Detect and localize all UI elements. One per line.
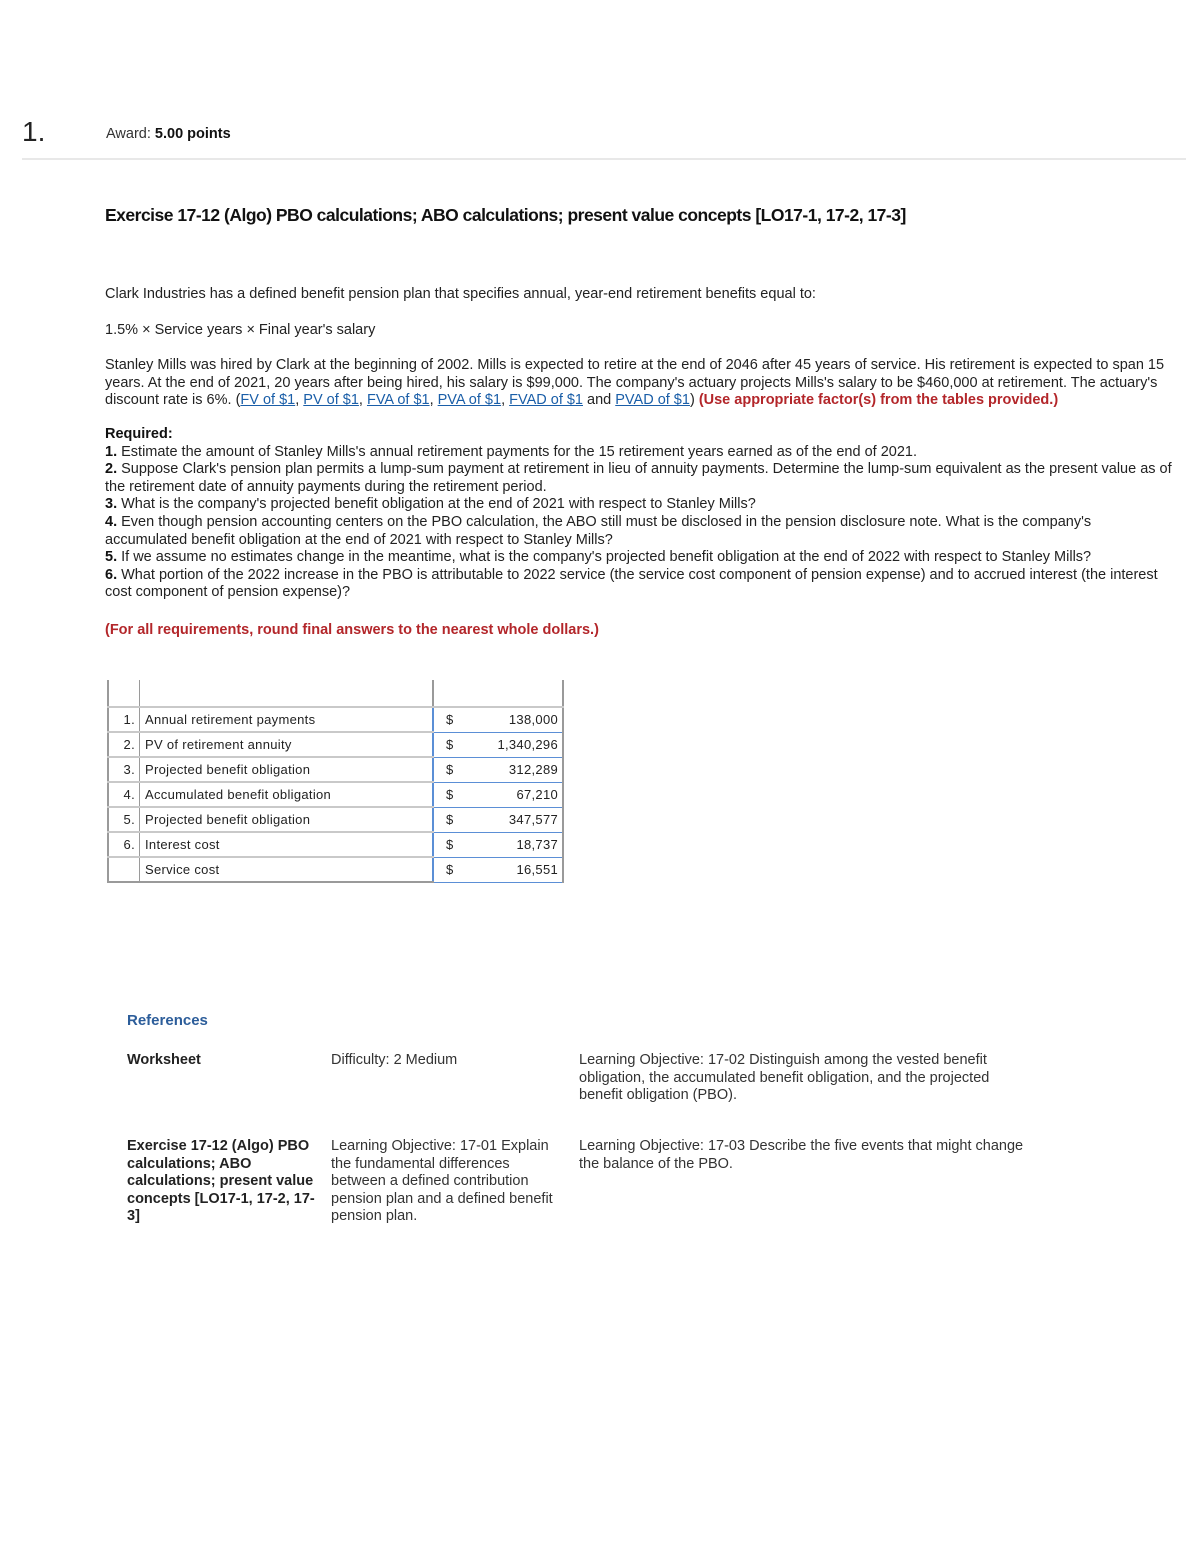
answer-row xyxy=(108,782,563,807)
requirement-item xyxy=(105,496,1177,514)
exercise-title: Exercise 17-12 (Algo) PBO calculations; ABO calculations; present value concepts [LO17-1, 17-2, 17-3] xyxy=(105,205,906,225)
link-close: ) xyxy=(689,392,699,409)
learning-objective-02: Learning Objective: 17-02 Distinguish among the vested benefit obligation, the accumulated benefit obligation, and the projected benefit obligation (PBO). xyxy=(579,1052,990,1104)
row-number xyxy=(108,857,140,882)
link-separator: , xyxy=(501,392,510,409)
requirement-text: Suppose Clark's pension plan permits a lump-sum payment at retirement in lieu of annuity payments. Determine the lump-sum equivalent as the present value as of the retirement date of annuity payments during the retirement period. xyxy=(105,461,1172,495)
row-label: Accumulated benefit obligation xyxy=(140,782,434,807)
row-number: 1. xyxy=(108,707,140,732)
header-divider xyxy=(22,158,1186,160)
answer-row xyxy=(108,832,563,857)
requirement-text: Even though pension accounting centers on the PBO calculation, the ABO still must be disclosed in the pension disclosure note. What is the company's accumulated benefit obligation at the end of 2021 with respect to Stanley Mills? xyxy=(105,513,1092,548)
required-heading: Required: xyxy=(105,425,173,442)
benefit-formula: 1.5% × Service years × Final year's salary xyxy=(105,321,376,338)
currency-symbol: $ xyxy=(433,757,474,782)
row-label: PV of retirement annuity xyxy=(140,732,434,757)
link-fvad-of-1[interactable]: FVAD of $1 xyxy=(509,392,583,409)
requirements-list xyxy=(105,444,1177,602)
row-label: Service cost xyxy=(140,857,434,882)
row-label: Projected benefit obligation xyxy=(140,807,434,832)
learning-objective-03: Learning Objective: 17-03 Describe the five events that might change the balance of the PBO. xyxy=(579,1138,1024,1172)
answer-table xyxy=(107,680,564,883)
link-separator: , xyxy=(295,392,304,409)
answer-value[interactable]: 67,210 xyxy=(474,782,563,807)
award-info xyxy=(106,126,231,142)
currency-symbol: $ xyxy=(433,707,474,732)
scenario-paragraph xyxy=(105,357,1177,410)
answer-row xyxy=(108,707,563,732)
answer-value[interactable]: 138,000 xyxy=(474,707,563,732)
row-number: 6. xyxy=(108,832,140,857)
requirement-text: If we assume no estimates change in the meantime, what is the company's projected benefit obligation at the end of 2022 with respect to Stanley Mills? xyxy=(117,549,1092,566)
row-number: 4. xyxy=(108,782,140,807)
link-fv-of-1[interactable]: FV of $1 xyxy=(240,392,296,409)
answer-row xyxy=(108,857,563,882)
row-number: 2. xyxy=(108,732,140,757)
row-number: 5. xyxy=(108,807,140,832)
requirement-number: 1. xyxy=(105,443,118,460)
currency-symbol: $ xyxy=(433,732,474,757)
link-separator: , xyxy=(429,392,438,409)
learning-objective-01: Learning Objective: 17-01 Explain the fundamental differences between a defined contribution pension plan and a defined benefit pension plan. xyxy=(331,1138,553,1225)
exercise-reference: Exercise 17-12 (Algo) PBO calculations; ABO calculations; present value concepts [LO17-1, 17-2, 17-3] xyxy=(127,1138,315,1225)
requirement-number: 5. xyxy=(105,549,118,566)
requirement-number: 2. xyxy=(105,461,118,478)
row-label: Projected benefit obligation xyxy=(140,757,434,782)
answer-value[interactable]: 312,289 xyxy=(474,757,563,782)
link-and: and xyxy=(583,392,616,409)
link-pva-of-1[interactable]: PVA of $1 xyxy=(437,392,502,409)
requirement-item xyxy=(105,461,1177,496)
requirement-item xyxy=(105,514,1177,549)
answer-value[interactable]: 16,551 xyxy=(474,857,563,882)
worksheet-label: Worksheet xyxy=(127,1052,201,1068)
currency-symbol: $ xyxy=(433,857,474,882)
link-pvad-of-1[interactable]: PVAD of $1 xyxy=(615,392,690,409)
requirement-number: 4. xyxy=(105,513,118,530)
currency-symbol: $ xyxy=(433,782,474,807)
row-number: 3. xyxy=(108,757,140,782)
answer-value[interactable]: 18,737 xyxy=(474,832,563,857)
answer-row xyxy=(108,732,563,757)
award-label: Award: xyxy=(106,126,151,142)
answer-table-header xyxy=(108,680,563,707)
difficulty-label: Difficulty: 2 Medium xyxy=(331,1052,458,1068)
link-separator: , xyxy=(358,392,367,409)
requirement-item xyxy=(105,567,1177,602)
scenario-text: Stanley Mills was hired by Clark at the beginning of 2002. Mills is expected to retire at the end of 2046 after 45 years of service. His retirement is expected to span 15 years. At the end of 2021, 20 years after being hired, his salary is $99,000. The company's actuary projects Mills's salary to be $460,000 at retirement. The actuary's discount rate is 6%. ( xyxy=(105,357,1165,409)
link-fva-of-1[interactable]: FVA of $1 xyxy=(366,392,430,409)
instruction-note: (Use appropriate factor(s) from the tables provided.) xyxy=(698,392,1059,409)
award-points: 5.00 points xyxy=(154,126,231,142)
currency-symbol: $ xyxy=(433,832,474,857)
currency-symbol: $ xyxy=(433,807,474,832)
requirement-text: What portion of the 2022 increase in the PBO is attributable to 2022 service (the service cost component of pension expense) and to accrued interest (the interest cost component of pension expense)? xyxy=(105,566,1158,601)
row-label: Interest cost xyxy=(140,832,434,857)
link-pv-of-1[interactable]: PV of $1 xyxy=(303,392,359,409)
answer-value[interactable]: 347,577 xyxy=(474,807,563,832)
answer-row xyxy=(108,807,563,832)
question-number: 1. xyxy=(22,116,46,147)
answer-value[interactable]: 1,340,296 xyxy=(474,732,563,757)
exercise-content xyxy=(105,286,1177,640)
requirement-number: 6. xyxy=(105,566,118,583)
row-label: Annual retirement payments xyxy=(140,707,434,732)
requirement-text: What is the company's projected benefit obligation at the end of 2021 with respect to Stanley Mills? xyxy=(117,496,756,513)
answer-row xyxy=(108,757,563,782)
intro-text: Clark Industries has a defined benefit pension plan that specifies annual, year-end retirement benefits equal to: xyxy=(105,286,816,302)
requirement-text: Estimate the amount of Stanley Mills's annual retirement payments for the 15 retirement years earned as of the end of 2021. xyxy=(117,443,917,460)
requirement-number: 3. xyxy=(105,496,118,513)
requirement-item xyxy=(105,549,1177,567)
rounding-note: (For all requirements, round final answers to the nearest whole dollars.) xyxy=(105,621,599,638)
requirement-item xyxy=(105,444,1177,462)
references-heading: References xyxy=(127,1012,208,1029)
